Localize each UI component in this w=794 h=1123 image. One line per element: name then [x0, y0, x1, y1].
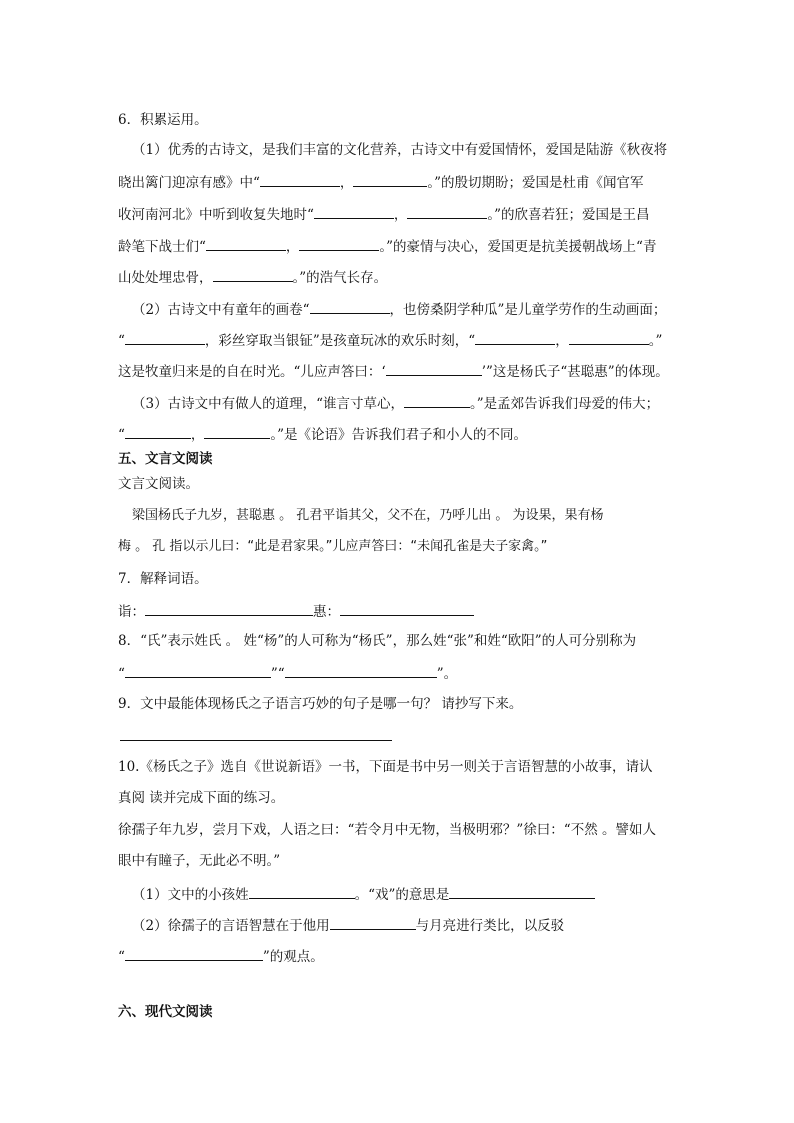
answer-blank[interactable]	[475, 329, 555, 345]
q6-p1-line4	[118, 235, 656, 257]
answer-blank[interactable]	[125, 662, 271, 678]
text: 。“戏”的意思是	[354, 887, 450, 903]
text: ，	[555, 333, 569, 349]
answer-blank[interactable]	[125, 423, 191, 439]
answer-blank[interactable]	[213, 266, 293, 282]
q6-p1-line1: （1）优秀的古诗文，是我们丰富的文化营养，古诗文中有爱国情怀，爱国是陆游《秋夜将	[132, 142, 668, 158]
section5-sub: 文言文阅读。	[118, 476, 199, 492]
passage-line2: 梅 。 孔 指以示儿曰：“此是君家果。”儿应声答曰：“未闻孔雀是夫子家禽。”	[118, 539, 548, 554]
text: “	[118, 949, 125, 965]
text: 。”的豪情与决心，爱国更是抗美援朝战场上“青	[379, 239, 657, 255]
q6-p3-line2	[118, 423, 527, 445]
section6-heading: 六、现代文阅读	[118, 1004, 213, 1020]
answer-blank[interactable]	[206, 235, 286, 251]
text: ，也傍桑阴学种瓜”是儿童学劳作的生动画面；	[389, 302, 667, 318]
text: ”“	[270, 666, 285, 682]
answer-blank[interactable]	[249, 883, 355, 899]
text: 。”是孟郊告诉我们母爱的伟大；	[470, 396, 660, 412]
answer-blank[interactable]	[404, 392, 470, 408]
answer-blank[interactable]	[145, 600, 313, 616]
q6-p1-line5	[118, 266, 387, 288]
answer-blank[interactable]	[330, 914, 416, 930]
q8-line1: 8．“氏”表示姓氏 。 姓“杨”的人可称为“杨氏”，那么姓“张”和姓“欧阳”的人可分别称为	[118, 633, 637, 649]
answer-blank[interactable]	[260, 171, 340, 187]
text: 与月亮进行类比，以反驳	[415, 918, 565, 934]
text: ”的观点。	[262, 949, 324, 965]
text: 。”的欣喜若狂；爱国是王昌	[487, 207, 650, 223]
text: ，彩丝穿取当银钲”是孩童玩冰的欢乐时刻，“	[204, 333, 476, 349]
q8-line2	[118, 662, 457, 684]
answer-blank[interactable]	[204, 423, 270, 439]
text: ”。	[436, 666, 458, 682]
text: 这是牧童归来是的自在时光。“儿应声答曰：‘	[118, 364, 386, 380]
text: 山处处埋忠骨，	[118, 270, 213, 286]
answer-blank[interactable]	[353, 171, 427, 187]
answer-blank[interactable]	[340, 600, 474, 616]
q6-p2-line2	[118, 329, 662, 351]
text: （3）古诗文中有做人的道理，“谁言寸草心，	[132, 396, 404, 412]
text: （2）古诗文中有童年的画卷“	[132, 302, 310, 318]
q9-answer-line[interactable]	[120, 740, 392, 741]
text: 诣：	[118, 604, 145, 620]
answer-blank[interactable]	[310, 298, 390, 314]
q10-story-line2: 眼中有瞳子，无此必不明。”	[118, 853, 281, 869]
text: “	[118, 666, 125, 682]
answer-blank[interactable]	[299, 235, 379, 251]
q10-line1: 10.《杨氏之子》选自《世说新语》一书，下面是书中另一则关于言语智慧的小故事，请认	[118, 759, 653, 775]
text: （2）徐孺子的言语智慧在于他用	[132, 918, 330, 934]
q6-p1-line2	[118, 171, 644, 193]
section5-heading: 五、文言文阅读	[118, 451, 213, 467]
q10-sub1	[132, 883, 595, 905]
q10-sub2	[132, 914, 564, 936]
text: 。”的浩气长存。	[292, 270, 388, 286]
q7-answers	[118, 600, 474, 622]
text: 。”	[648, 333, 663, 349]
text: 晓出篱门迎凉有感》中“	[118, 175, 260, 191]
answer-blank[interactable]	[569, 329, 649, 345]
text: ’”这是杨氏子“甚聪惠”的体现。	[481, 364, 669, 380]
text: ，	[339, 175, 354, 191]
passage-line1: 梁国杨氏子九岁，甚聪惠 。 孔君平诣其父，父不在，乃呼儿出 。 为设果，果有杨	[132, 508, 604, 523]
answer-blank[interactable]	[314, 203, 394, 219]
answer-blank[interactable]	[125, 329, 205, 345]
text: 龄笔下战士们“	[118, 239, 206, 255]
answer-blank[interactable]	[449, 883, 595, 899]
q10-story-line1: 徐孺子年九岁，尝月下戏，人语之曰：“若令月中无物，当极明邪？”徐曰：“不然 。譬如人	[118, 822, 656, 838]
text: 收河南河北》中听到收复失地时“	[118, 207, 314, 223]
text: “	[118, 427, 125, 443]
answer-blank[interactable]	[125, 945, 263, 961]
text: ，	[285, 239, 300, 255]
text: 。”是《论语》告诉我们君子和小人的不同。	[270, 427, 528, 443]
q10-sub2-cont	[118, 945, 324, 967]
answer-blank[interactable]	[285, 662, 437, 678]
q6-p2-line3	[118, 360, 669, 382]
text: “	[118, 333, 125, 349]
q6-title: 6．积累运用。	[118, 112, 208, 128]
q6-p2-line1	[132, 298, 666, 320]
q6-p3-line1	[132, 392, 659, 414]
q6-p1-line3	[118, 203, 650, 225]
q7-title: 7．解释词语。	[118, 571, 208, 587]
answer-blank[interactable]	[407, 203, 487, 219]
text: ，	[393, 207, 408, 223]
text: 。”的殷切期盼；爱国是杜甫《闻官军	[427, 175, 644, 191]
text: 惠：	[313, 604, 340, 620]
q10-line2: 真阅 读并完成下面的练习。	[118, 790, 285, 806]
answer-blank[interactable]	[386, 360, 482, 376]
text: （1）文中的小孩姓	[132, 887, 249, 903]
text: ，	[190, 427, 205, 443]
q9-line1: 9．文中最能体现杨氏之子语言巧妙的句子是哪一句？ 请抄写下来。	[118, 696, 523, 712]
